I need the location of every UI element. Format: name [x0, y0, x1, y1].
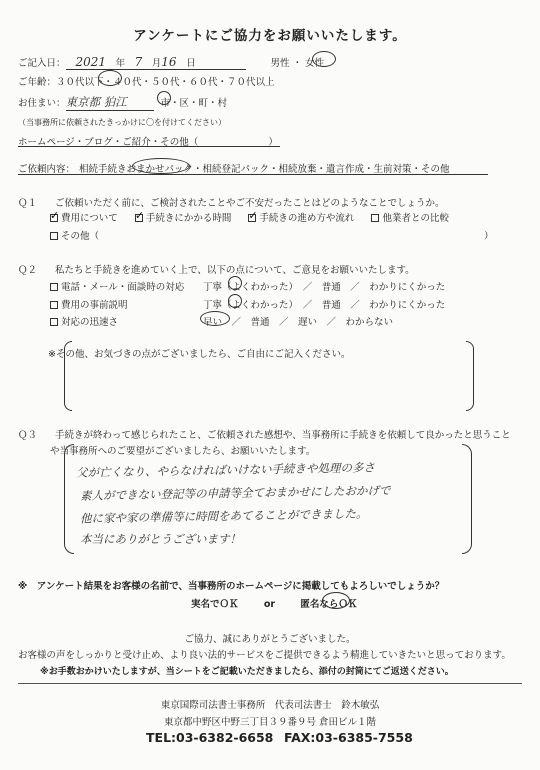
gender-circle: [312, 51, 336, 67]
year-suffix: 年: [115, 58, 126, 69]
footer-divider: [18, 683, 522, 684]
q3-paren-right: [462, 444, 472, 554]
address-value: 東京都 狛江: [66, 94, 154, 111]
q1-row: [18, 195, 445, 209]
request-row: [18, 161, 450, 175]
q2-scale-1: 丁寧（よくわかった） ／ 普通 ／ わかりにくかった: [203, 282, 446, 293]
q3-answer-line-4: 本当にありがとうございます！: [80, 532, 241, 546]
q2-scale-2: 丁寧（よくわかった） ／ 普通 ／ わかりにくかった: [203, 300, 446, 311]
month-suffix: 月: [151, 58, 162, 69]
publish-circle: [322, 592, 350, 609]
footer-fax: FAX:03-6385-7558: [284, 730, 413, 745]
gender-options: 男性 ・ 女性: [270, 58, 325, 69]
footer-tel: TEL:03-6382-6658: [146, 730, 274, 745]
return-request: ※お手数おかけいたしますが、当シートをご記載いただきましたら、添付の封筒にてご返送ください。: [40, 667, 454, 677]
q3-row: [18, 427, 511, 441]
footer-office: 東京国際司法書士事務所 代表司法書士 鈴木敏弘: [160, 700, 380, 711]
q2-checkbox-1[interactable]: [50, 283, 58, 291]
address-circle: [157, 91, 171, 105]
q2-label-1: 電話・メール・面談時の対応: [61, 282, 185, 293]
q2-scale-3: 早い ／ 普通 ／ 遅い ／ わからない: [203, 317, 394, 328]
q3-text-1: 手続きが終わって感じられたこと、ご依頼された感想や、当事務所に手続きを依頼して良かったと思うこと: [55, 430, 511, 441]
q2-number: Ｑ２: [18, 265, 38, 276]
address-row: [18, 94, 227, 111]
q3-text-2: や当事務所へのご要望がございましたら、お願いいたします。: [50, 446, 316, 457]
address-label: お住まい：: [18, 98, 66, 109]
publish-or: or: [263, 599, 276, 610]
q3-answer-line-2: 素人ができない登記等の申請等全ておまかせにしたおかげで: [79, 483, 391, 503]
closing-message: お客様の声をしっかりと受け止め、より良い法的サービスをご提供できるよう精進していきたいと思っております。: [18, 650, 511, 661]
age-row: [18, 74, 275, 88]
q2-other-prompt: ※その他、お気づきの点がございましたら、ご自由にご記入ください。: [48, 349, 351, 360]
q2-checkbox-2[interactable]: [50, 301, 58, 309]
q2-checkbox-3[interactable]: [50, 318, 58, 326]
trigger-question: （当事務所に依頼されたきっかけに〇を付けてください）: [18, 118, 226, 127]
q3-number: Ｑ３: [18, 430, 38, 441]
q1-opt-other: その他（: [61, 231, 100, 242]
request-underline: [18, 174, 488, 175]
q2-text: 私たちと手続きを進めていく上で、以下の点について、ご意見をお願いいたします。: [55, 265, 415, 276]
checkbox-time[interactable]: [135, 214, 143, 222]
checkbox-other[interactable]: [50, 232, 58, 240]
q2-circle-3: [200, 311, 230, 326]
publish-real-ok[interactable]: 実名でＯＫ: [191, 599, 239, 610]
q1-number: Ｑ１: [18, 198, 38, 209]
q2-circle-2: [228, 294, 242, 308]
q3-answer-line-3: 他に家や家の準備等に時間をあてることができました。: [79, 506, 368, 526]
age-options: ３０代以下・４０代・５０代・６０代・７０代以上: [56, 77, 275, 88]
page-title: アンケートにご協力をお願いいたします。: [133, 28, 407, 44]
checkbox-compare[interactable]: [371, 214, 379, 222]
q1-opt-cost: 費用について: [61, 213, 118, 224]
q2-label-3: 対応の迅速さ: [61, 317, 119, 328]
q2-item-1: [50, 279, 184, 293]
q1-other-close: ）: [484, 231, 494, 242]
age-label: ご年齢：: [18, 77, 57, 88]
q2-item-3: [50, 314, 118, 328]
q2-circle-1: [228, 276, 242, 290]
entry-month: 7: [134, 55, 143, 69]
q2-item-2: [50, 297, 128, 311]
q1-text: ご依頼いただく前に、ご検討されたことやご不安だったことはどのようなことでしょうか。: [55, 198, 445, 209]
q2-other-box[interactable]: [64, 341, 474, 411]
q3-answer-line-1: 父が亡くなり、やらなければいけない手続きや処理の多さ: [75, 460, 376, 480]
age-circle: [98, 70, 122, 86]
q2-label-2: 費用の事前説明: [61, 300, 128, 311]
trigger-close: ）: [268, 137, 278, 148]
publish-anonymous-ok[interactable]: 匿名ならＯＫ: [300, 599, 358, 610]
footer-address: 東京都中野区中野三丁目３９番９号 倉田ビル１階: [163, 717, 377, 728]
publish-question: ※ アンケート結果をお客様の名前で、当事務所のホームページに掲載してもよろしいでしょうか？: [18, 581, 445, 592]
thanks-text: ご協力、誠にありがとうございました。: [184, 634, 356, 645]
address-suffix: 市・区・町・村: [160, 98, 228, 109]
checkbox-process[interactable]: [248, 214, 256, 222]
trigger-options: ホームページ・ブログ・ご紹介・その他（: [18, 137, 199, 148]
entry-date-label: ご記入日：: [18, 58, 66, 69]
entry-date-value: [66, 55, 246, 70]
day-suffix: 日: [186, 58, 196, 69]
request-label: ご依頼内容：: [18, 164, 76, 175]
q1-opt-process: 手続きの進め方や流れ: [259, 213, 355, 224]
entry-day: 16: [161, 55, 177, 69]
trigger-underline: [18, 146, 280, 147]
q1-opt-time: 手続きにかかる時間: [145, 213, 232, 224]
q1-options-row1: [50, 210, 449, 224]
q3-paren-left: [64, 444, 74, 554]
checkbox-cost[interactable]: [50, 214, 58, 222]
q2-row: [18, 262, 415, 276]
q1-options-row2: [50, 228, 494, 242]
request-options: 相続手続きおまかせパック・相続登記パック・相続放棄・遺言作成・生前対策・その他: [79, 164, 450, 175]
request-circle: [132, 158, 190, 174]
q1-opt-compare: 他業者との比較: [382, 213, 449, 224]
entry-year: 2021: [75, 55, 107, 69]
entry-date-row: [18, 55, 324, 70]
